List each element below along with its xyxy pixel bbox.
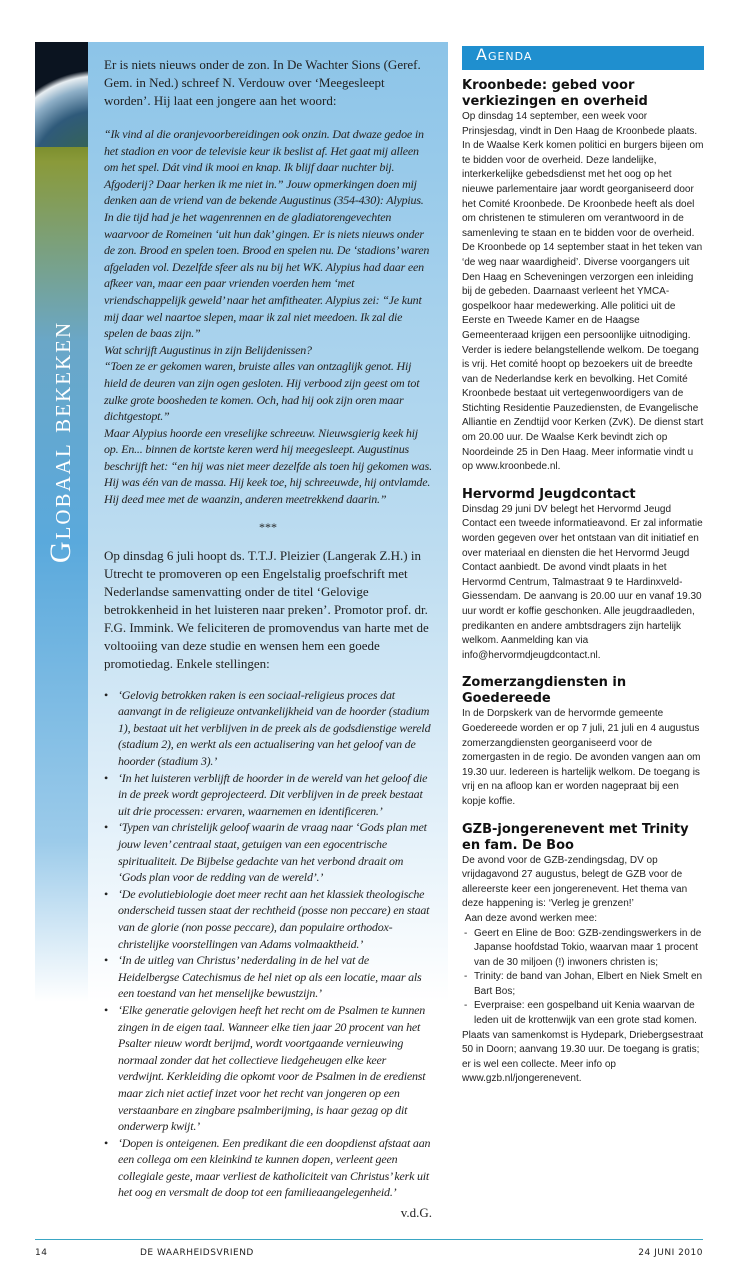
list-item: • ‘Dopen is onteigenen. Een predikant die een doopdienst afstaat aan een collega om een kleinkind te kunnen dopen, verleent geen collegiale geste, maar verliest de katholiciteit van Christus’ kerk uit het oog en versmalt de doop tot een familieaangelegenheid.’ — [104, 1135, 432, 1201]
section-title: Globaal bekeken — [44, 320, 77, 564]
agenda-item-title: Kroonbede: gebed voor verkiezingen en overheid — [462, 78, 648, 109]
list-item: • ‘Elke generatie gelovigen heeft het recht om de Psalmen te kunnen zingen in de eigen taal. Wanneer elke tien jaar 20 procent van het Psalter nieuw wordt berijmd, wordt voortgaande vernieuwing normaal zonder dat het collectieve liedgeheugen elke keer verdwijnt. Kerkleiding die opkomt voor de Psalmen in de eredienst maar zich niet actief inzet voor het recht van jongeren op een verstaanbare en zingbare psalmberijming, is haar gezag op dit onderwerp kwijt.’ — [104, 1002, 432, 1135]
stellingen-list — [104, 687, 432, 1201]
agenda-item-title: Hervormd Jeugdcontact — [462, 486, 636, 502]
agenda-item-body: Op dinsdag 14 september, een week voor Prinsjesdag, vindt in Den Haag de Kroonbede plaats. In de Waalse Kerk komen politici en burgers bijeen om te bidden voor de overheid. Deze landelijke, interkerkelijke gebedsdienst met het oog op het nieuwe parlementaire jaar wordt georganiseerd door het Comité Kroonbede. De Kroonbede heeft als doel om christenen te stimuleren om verantwoord in de samenleving te staan en te bidden voor de overheid. De Kroonbede op 14 september staat in het teken van ‘de weg naar waardigheid’. Diverse voorgangers uit Den Haag en Scheveningen verzorgen een inleiding bij de gebeden. Daarnaast verleent het YMCA-gospelkoor haar medewerking. Alle politici uit de Eerste en Tweede Kamer en de Haagse Gemeenteraad krijgen een persoonlijke uitnodiging. Verder is iedere belangstellende welkom. De toegang is vrij. Het comité hoopt op bezoekers uit de breedte van de Nederlandse kerk en bevolking. Het Comité Kroonbede bestaat uit vertegenwoordigers van de Stichting Residentie Pauzediensten, de Evangelische Alliantie en Zendtijd voor Kerken (ZvK). De dienst start om 20.00 uur. De Waalse Kerk bevindt zich op Noordeinde 25 in Den Haag. Meer informatie vindt u op www.kroonbede.nl. — [462, 111, 704, 473]
signature: v.d.G. — [400, 1205, 432, 1221]
issue-date: 24 JUNI 2010 — [638, 1248, 703, 1259]
quote-alypius: Maar Alypius hoorde een vreselijke schreeuw. Nieuwsgierig keek hij op. En... binnen de kortste keren werd hij meegesleept. Augustinus beschrijft het: “en hij was niet meer dezelfde als toen hij gekomen was. Hij was één van de massa. Hij keek toe, hij schreeuwde, hij ontvlamde. Hij deed mee met de waanzin, anderen meetrekkend daarin.” — [104, 425, 432, 507]
promotie-paragraph: Op dinsdag 6 juli hoopt ds. T.T.J. Pleizier (Langerak Z.H.) in Utrecht te promoveren op een Engelstalig proefschrift met Nederlandse samenvatting onder de titel ‘Gelovige betrokkenheid in het luisteren naar preken’. Promotor prof. dr. F.G. Immink. We feliciteren de promovendus van harte met de voltooiing van deze studie en wensen hem een goede promotiedag. Enkele stellingen: — [104, 547, 429, 671]
content-row — [35, 42, 703, 1237]
publication-name: DE WAARHEIDSVRIEND — [140, 1248, 254, 1259]
earth-image — [35, 42, 88, 147]
agenda-item-intro: Aan deze avond werken mee: — [462, 912, 598, 924]
list-item: - Trinity: de band van Johan, Elbert en Niek Smelt en Bart Bos; — [462, 970, 704, 999]
agenda-item-outro: Plaats van samenkomst is Hydepark, Driebergsestraat 50 in Doorn; aanvang 19.30 uur. De toegang is gratis; er is wel een collecte. Meer info op www.gzb.nl/jongerenevent. — [462, 1029, 704, 1085]
agenda-item-body: Dinsdag 29 juni DV belegt het Hervormd Jeugd Contact een tweede informatieavond. Er zal informatie worden gegeven over het ontstaan van dit initiatief en over materiaal en diensten die het Hervormd Jeugd Contact aanbiedt. De avond vindt plaats in het Hervormd Centrum, Talmastraat 9 te Hardinxveld-Giessendam. De aanvang is 20.00 uur en vanaf 19.30 uur wordt er koffie geschonken. Alle jeugdraadleden, predikanten en andere ambtsdragers zijn hartelijk welkom. Aanmelding kan via info@hervormdjeugdcontact.nl. — [462, 503, 703, 661]
quote-augustinus: “Toen ze er gekomen waren, bruiste alles van ontzaglijk genot. Hij hield de deuren van zijn ogen gesloten. Hij verbood zijn geest om tot zulke grote boosheden te komen. Och, had hij ook zijn oren maar dichtgestopt.” — [104, 359, 420, 424]
page-number: 14 — [35, 1248, 48, 1259]
participants-list — [462, 927, 704, 1029]
quote-question: Wat schrijft Augustinus in zijn Belijdenissen? — [104, 342, 312, 357]
list-item: • ‘Gelovig betrokken raken is een sociaal-religieus proces dat aanvangt in de religieuze ontvankelijkheid van de hoorder (stadium 1), bestaat uit het verblijven in de preek als de godsdienstige wereld (stadium 2), en werkt als een actualisering van het geloof van de hoorder (stadium 3).’ — [104, 687, 432, 770]
section-strip — [35, 42, 88, 1237]
agenda-item-body: In de Dorpskerk van de hervormde gemeente Goedereede worden er op 7 juli, 21 juli en 4 augustus zomerzangdiensten georganiseerd voor de zomergasten in de regio. De avonden vangen aan om 19.30 uur. Iedereen is hartelijk welkom. De toegang is vrij en na afloop kan er worden nagepraat bij een kopje koffie. — [462, 708, 701, 807]
main-article — [88, 42, 448, 1237]
quote-paragraph: “Ik vind al die oranjevoorbereidingen ook onzin. Dat dwaze gedoe in het stadion en voor de televisie keur ik beslist af. Het gaat mij alleen om het spel. Dát vind ik mooi en knap. Ik blijf daar nuchter bij. Afgoderij? Daar herken ik me niet in.” Jouw opmerkingen doen mij denken aan de vriend van de bekende Augustinus (354-430): Alypius. In die tijd had je het wagenrennen en de gladiatorengevechten waarvoor de Romeinen ‘uit hun dak’ gingen. Er is niets nieuws onder de zon. Brood en spelen toen. Brood en spelen nu. De ‘stadions’ waren afgeladen vol. Dezelfde sfeer als nu bij het WK. Alypius had daar een afkeer van, maar een paar vrienden voerden hem ‘met vriendschappelijk geweld’ naar het amfitheater. Alypius zei: “Je kunt mij daar wel naartoe slepen, maar ik zal niet meedoen. Ik zal die spelen de baas zijn.” — [104, 127, 430, 341]
agenda-column — [462, 42, 704, 1237]
agenda-header: Agenda — [462, 46, 704, 70]
agenda-item-title: GZB-jongerenevent met Trinity en fam. De Boo — [462, 821, 689, 853]
agenda-item-body: De avond voor de GZB-zendingsdag, DV op vrijdagavond 27 augustus, belegt de GZB voor de allereerste keer een jongerenevent. Het thema van deze happening is: ‘Verleg je grenzen!’ — [462, 854, 688, 910]
agenda-item-title: Zomerzangdiensten in Goedereede — [462, 675, 627, 707]
intro-paragraph: Er is niets nieuws onder de zon. In De Wachter Sions (Geref. Gem. in Ned.) schreef N. Verdouw over ‘Meegesleept worden’. Hij laat een jongere aan het woord: — [104, 57, 421, 108]
list-item: - Geert en Eline de Boo: GZB-zendingswerkers in de Japanse hoofdstad Tokio, waarvan maar 1 procent van de 30 miljoen (!) inwoners christen is; — [462, 927, 704, 971]
list-item: • ‘In de uitleg van Christus’ nederdaling in de hel vat de Heidelbergse Catechismus de hel niet op als een locatie, maar als een toestand van het menselijke bewustzijn.’ — [104, 952, 432, 1002]
footer — [35, 1240, 703, 1264]
list-item: - Everpraise: een gospelband uit Kenia waarvan de leden uit de krottenwijk van een grote stad komen. — [462, 999, 704, 1028]
list-item: • ‘Typen van christelijk geloof waarin de vraag naar ‘Gods plan met jouw leven’ centraal staat, getuigen van een egocentrische spiritualiteit. De Bijbelse gedachte van het verbond draait om ‘Gods plan voor de redding van de wereld’.’ — [104, 819, 432, 885]
page — [35, 42, 703, 1264]
list-item: • ‘In het luisteren verblijft de hoorder in de wereld van het geloof die in de preek wordt geprojecteerd. Dit verblijven in de preek bestaat uit drie processen: ervaren, waarnemen en identificeren.’ — [104, 770, 432, 820]
separator: *** — [259, 519, 277, 534]
list-item: • ‘De evolutiebiologie doet meer recht aan het klassiek theologische onderscheid tussen staat der rechtheid (posse non peccare) en staat van de glorie (non posse peccare), dan populaire orthodox-christelijke voorstellingen van Adams volmaaktheid.’ — [104, 886, 432, 952]
